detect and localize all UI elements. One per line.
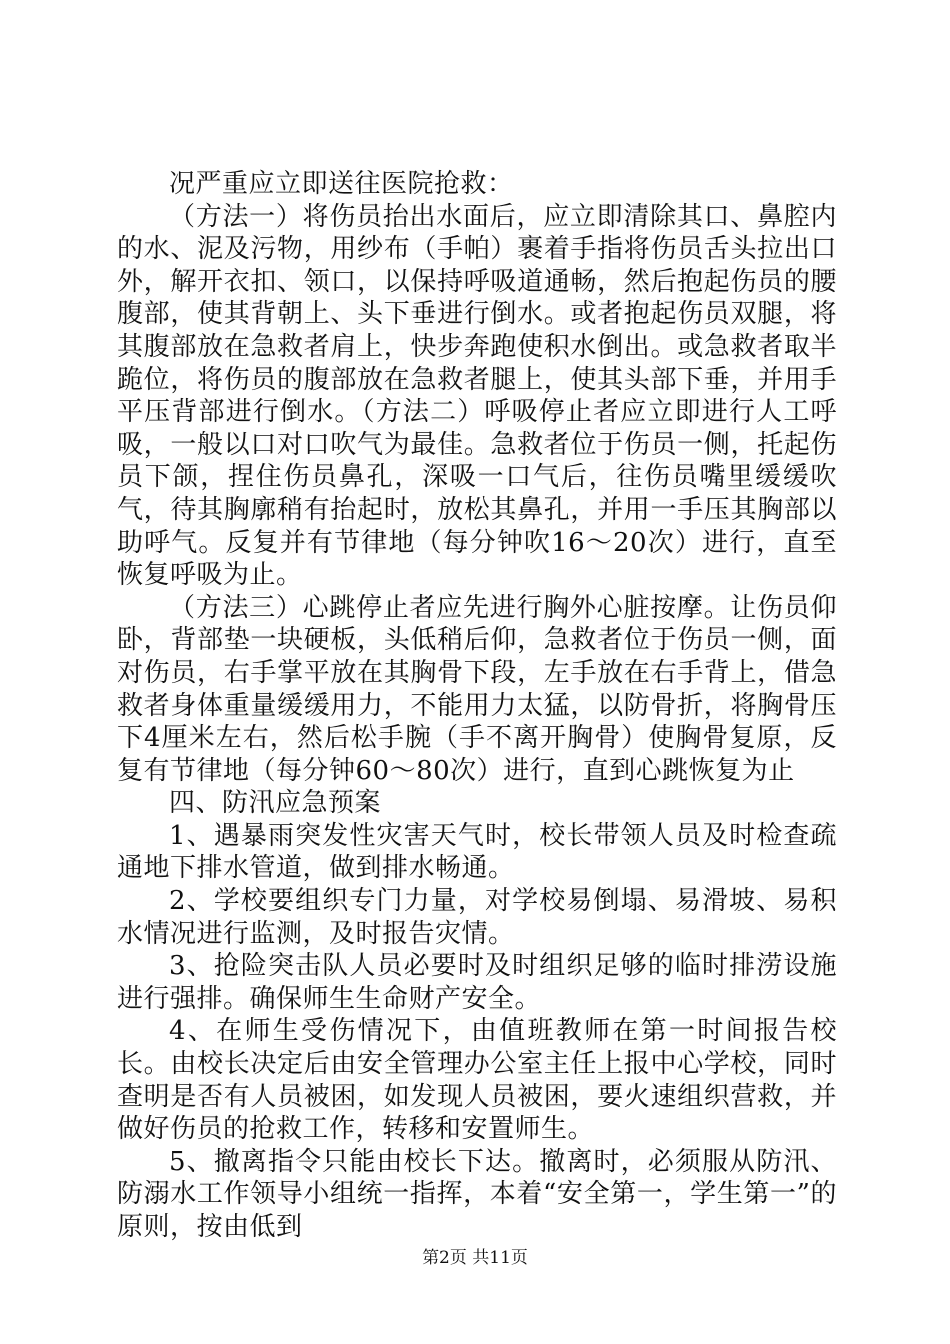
document-body [117,168,837,1244]
paragraph-item-3: 3、抢险突击队人员必要时及时组织足够的临时排涝设施进行强排。确保师生生命财产安全。 [117,951,837,1014]
page-number-footer: 第2页 共11页 [422,1248,528,1268]
paragraph-method-one-two: （方法一）将伤员抬出水面后，应立即清除其口、鼻腔内的水、泥及污物，用纱布（手帕）裹着手指将伤员舌头拉出口外，解开衣扣、领口，以保持呼吸道通畅，然后抱起伤员的腰腹部，使其背朝上、头下垂进行倒水。或者抱起伤员双腿，将其腹部放在急救者肩上，快步奔跑使积水倒出。或急救者取半跪位，将伤员的腹部放在急救者腿上，使其头部下垂，并用手平压背部进行倒水。（方法二）呼吸停止者应立即进行人工呼吸，一般以口对口吹气为最佳。急救者位于伤员一侧，托起伤员下颌，捏住伤员鼻孔，深吸一口气后，往伤员嘴里缓缓吹气，待其胸廓稍有抬起时，放松其鼻孔，并用一手压其胸部以助呼气。反复并有节律地（每分钟吹16～20次）进行，直至恢复呼吸为止。 [117,201,837,591]
paragraph-intro: 况严重应立即送往医院抢救： [169,169,514,199]
paragraph-item-5: 5、撤离指令只能由校长下达。撤离时，必须服从防汛、防溺水工作领导小组统一指挥，本着“安全第一，学生第一”的原则，按由低到 [117,1146,837,1242]
paragraph-item-2: 2、学校要组织专门力量，对学校易倒塌、易滑坡、易积水情况进行监测，及时报告灾情。 [117,886,837,949]
paragraph-method-three: （方法三）心跳停止者应先进行胸外心脏按摩。让伤员仰卧，背部垫一块硬板，头低稍后仰，急救者位于伤员一侧，面对伤员，右手掌平放在其胸骨下段，左手放在右手背上，借急救者身体重量缓缓用力，不能用力太猛，以防骨折，将胸骨压下4厘米左右，然后松手腕（手不离开胸骨）使胸骨复原，反复有节律地（每分钟60～80次）进行，直到心跳恢复为止 [117,592,837,786]
section-heading-flood-plan: 四、防汛应急预案 [169,788,382,819]
paragraph-item-4: 4、在师生受伤情况下，由值班教师在第一时间报告校长。由校长决定后由安全管理办公室主任上报中心学校，同时查明是否有人员被困，如发现人员被困，要火速组织营救，并做好伤员的抢救工作，转移和安置师生。 [117,1016,837,1145]
paragraph-item-1: 1、遇暴雨突发性灾害天气时，校长带领人员及时检查疏通地下排水管道，做到排水畅通。 [117,820,837,884]
